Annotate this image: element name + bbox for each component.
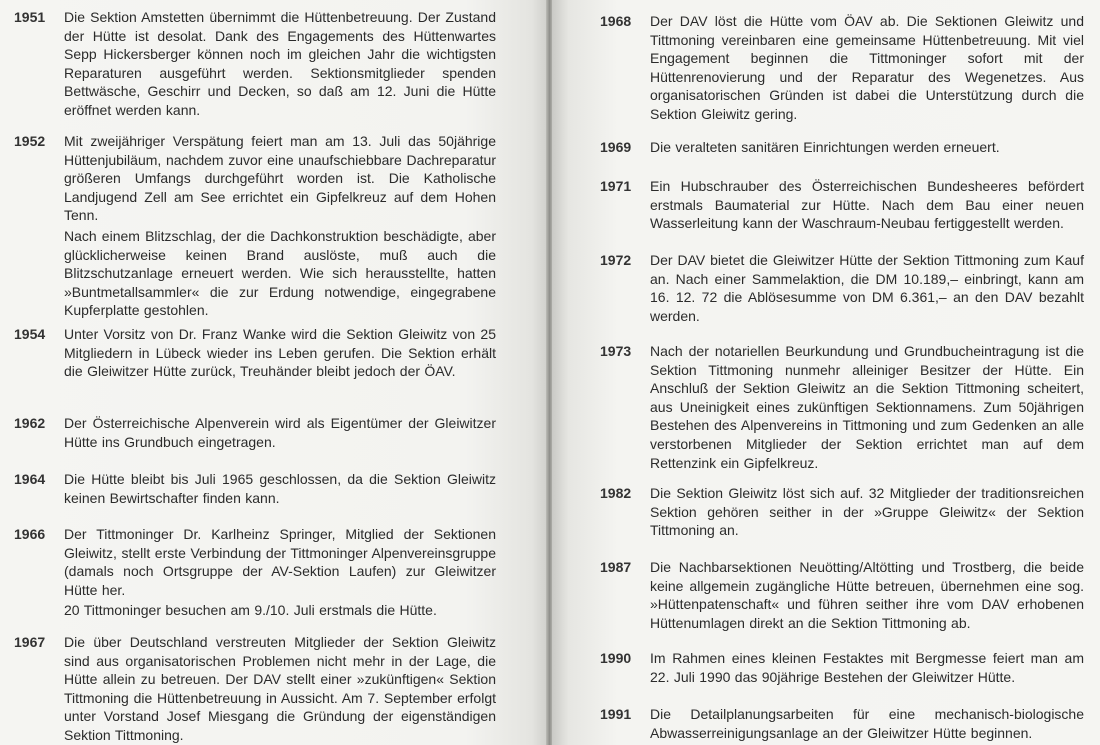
entry-year: 1967	[14, 634, 46, 650]
entry-text	[650, 705, 1084, 742]
entry-text	[650, 342, 1084, 472]
entry-text	[650, 12, 1084, 124]
entry-year: 1952	[14, 133, 46, 149]
entry-paragraph: Die Hütte bleibt bis Juli 1965 geschlossen, da die Sektion Gleiwitz keinen Bewirtschafter finden kann.	[64, 471, 496, 506]
entry-paragraph: Mit zweijähriger Verspätung feiert man am 13. Juli das 50jährige Hüttenjubiläum, nachdem zuvor eine unaufschiebbare Dachreparatur größeren Umfangs durchgeführt worden ist. Die Katholische Landjugend Zell am See errichtet ein Gipfelkreuz auf dem Hohen Tenn.	[64, 133, 496, 224]
chronicle-entry-1967	[14, 633, 500, 745]
chronicle-entry-1952	[14, 132, 500, 320]
entry-year: 1951	[14, 9, 46, 25]
entry-paragraph: Im Rahmen eines kleinen Festaktes mit Bergmesse feiert man am 22. Juli 1990 das 90jährige Bestehen der Gleiwitzer Hütte.	[650, 650, 1084, 685]
entry-text	[64, 525, 496, 620]
chronicle-entry-1968	[600, 12, 1088, 124]
entry-year: 1954	[14, 326, 46, 342]
entry-year: 1987	[600, 559, 632, 575]
chronicle-entry-1972	[600, 251, 1088, 325]
entry-year: 1990	[600, 650, 632, 666]
entry-year: 1982	[600, 485, 632, 501]
entry-text	[64, 325, 496, 381]
entry-paragraph: 20 Tittmoninger besuchen am 9./10. Juli erstmals die Hütte.	[64, 602, 437, 619]
entry-year: 1971	[600, 178, 632, 194]
chronicle-entry-1966	[14, 525, 500, 620]
entry-year: 1972	[600, 252, 632, 268]
entry-year: 1962	[14, 415, 46, 431]
entry-year: 1968	[600, 13, 632, 29]
entry-text	[650, 484, 1084, 540]
entry-paragraph: Der DAV löst die Hütte vom ÖAV ab. Die Sektionen Gleiwitz und Tittmoning vereinbaren eine gemeinsame Hüttenbetreuung. Mit viel Engagement beginnen die Tittmoninger sofort mit der Hüttenrenovierung und der Reparatur des Wegenetzes. Aus organisatorischen Gründen ist dabei die Unterstützung durch die Sektion Gleiwitz gering.	[650, 13, 1084, 122]
entry-paragraph: Ein Hubschrauber des Österreichischen Bundesheeres befördert erstmals Baumaterial zur Hütte. Nach dem Bau einer neuen Wasserleitung kann der Waschraum-Neubau fertiggestellt werden.	[650, 178, 1084, 232]
entry-paragraph: Nach der notariellen Beurkundung und Grundbucheintragung ist die Sektion Tittmoning nunmehr alleiniger Besitzer der Hütte. Ein Anschluß der Sektion Gleiwitz an die Sektion Tittmoning scheitert, aus Uneinigkeit eines zukünftigen Sektionnamens. Zum 50jährigen Bestehen des Alpenvereins in Tittmoning und zum Gedenken an alle verstorbenen Mitglieder der Sektion errichtet man auf dem Rettenzink ein Gipfelkreuz.	[650, 343, 1084, 471]
entry-year: 1991	[600, 706, 632, 722]
chronicle-entry-1954	[14, 325, 500, 381]
entry-paragraph: Die Nachbarsektionen Neuötting/Altötting und Trostberg, die beide keine allgemein zugängliche Hütte betreuen, übernehmen eine sog. »Hüttenpatenschaft« und führen seither ihre vom DAV erhobenen Hüttenumlagen direkt an die Sektion Tittmoning ab.	[650, 559, 1084, 631]
entry-year: 1966	[14, 526, 46, 542]
entry-paragraph: Der DAV bietet die Gleiwitzer Hütte der Sektion Tittmoning zum Kauf an. Nach einer Sammelaktion, die DM 10.189,– einbringt, kann am 16. 12. 72 die Ablösesumme von DM 6.361,– an den DAV bezahlt werden.	[650, 252, 1084, 324]
chronicle-entry-1990	[600, 649, 1088, 686]
entry-paragraph: Die Detailplanungsarbeiten für eine mechanisch-biologische Abwasserreinigungsanlage an der Gleiwitzer Hütte beginnen.	[650, 706, 1084, 741]
chronicle-entry-1991	[600, 705, 1088, 742]
entry-paragraph: Nach einem Blitzschlag, der die Dachkonstruktion beschädigte, aber glücklicherweise keinen Brand auslöste, muß auch die Blitzschutzanlage erneuert werden. Wie sich herausstellte, hatten »Buntmetallsammler« die zur Erdung notwendige, eingegrabene Kupferplatte gestohlen.	[64, 227, 496, 319]
entry-text	[650, 558, 1084, 632]
entry-year: 1973	[600, 343, 632, 359]
entry-paragraph: Der Österreichische Alpenverein wird als Eigentümer der Gleiwitzer Hütte ins Grundbuch eingetragen.	[64, 415, 496, 450]
left-page	[0, 0, 548, 745]
chronicle-entry-1964	[14, 470, 500, 507]
entry-paragraph: Die Sektion Gleiwitz löst sich auf. 32 Mitglieder der traditionsreichen Sektion gehören seither in der »Gruppe Gleiwitz« der Sektion Tittmoning an.	[650, 485, 1084, 539]
entry-paragraph: Die veralteten sanitären Einrichtungen werden erneuert.	[650, 139, 1000, 155]
entry-year: 1969	[600, 139, 632, 155]
right-page	[552, 0, 1100, 745]
entry-paragraph: Die Sektion Amstetten übernimmt die Hüttenbetreuung. Der Zustand der Hütte ist desolat. Dank des Engagements des Hüttenwartes Sepp Hickersberger können noch im gleichen Jahr die wichtigsten Reparaturen ausgeführt werden. Sektionsmitglieder spenden Bettwäsche, Geschirr und Decken, so daß am 12. Juni die Hütte eröffnet werden kann.	[64, 9, 496, 118]
chronicle-entry-1962	[14, 414, 500, 451]
entry-text	[64, 470, 496, 507]
entry-year: 1964	[14, 471, 46, 487]
entry-text	[64, 633, 496, 745]
entry-paragraph: Unter Vorsitz von Dr. Franz Wanke wird die Sektion Gleiwitz von 25 Mitgliedern in Lübeck wieder ins Leben gerufen. Die Sektion erhält die Gleiwitzer Hütte zurück, Treuhänder bleibt jedoch der ÖAV.	[64, 326, 496, 380]
entry-paragraph: Die über Deutschland verstreuten Mitglieder der Sektion Gleiwitz sind aus organisatorischen Problemen nicht mehr in der Lage, die Hütte allein zu betreuen. Der DAV stellt einer »zukünftigen« Sektion Tittmoning die Hüttenbetreuung in Aussicht. Am 7. September erfolgt unter Vorstand Josef Miesgang die Gründung der eigenständigen Sektion Tittmoning.	[64, 634, 496, 743]
entry-text	[650, 251, 1084, 325]
chronicle-entry-1982	[600, 484, 1088, 540]
entry-paragraph: Der Tittmoninger Dr. Karlheinz Springer, Mitglied der Sektionen Gleiwitz, stellt erste Verbindung der Tittmoninger Alpenvereinsgruppe (damals noch Ortsgruppe der AV-Sektion Laufen) zur Gleiwitzer Hütte her.	[64, 526, 496, 598]
chronicle-entry-1971	[600, 177, 1088, 233]
chronicle-entry-1973	[600, 342, 1088, 472]
entry-text	[64, 132, 496, 320]
entry-text	[64, 8, 496, 120]
chronicle-entry-1969	[600, 138, 1088, 157]
entry-text	[650, 649, 1084, 686]
entry-text	[64, 414, 496, 451]
entry-text	[650, 177, 1084, 233]
chronicle-entry-1987	[600, 558, 1088, 632]
chronicle-entry-1951	[14, 8, 500, 120]
entry-text	[650, 138, 1084, 157]
